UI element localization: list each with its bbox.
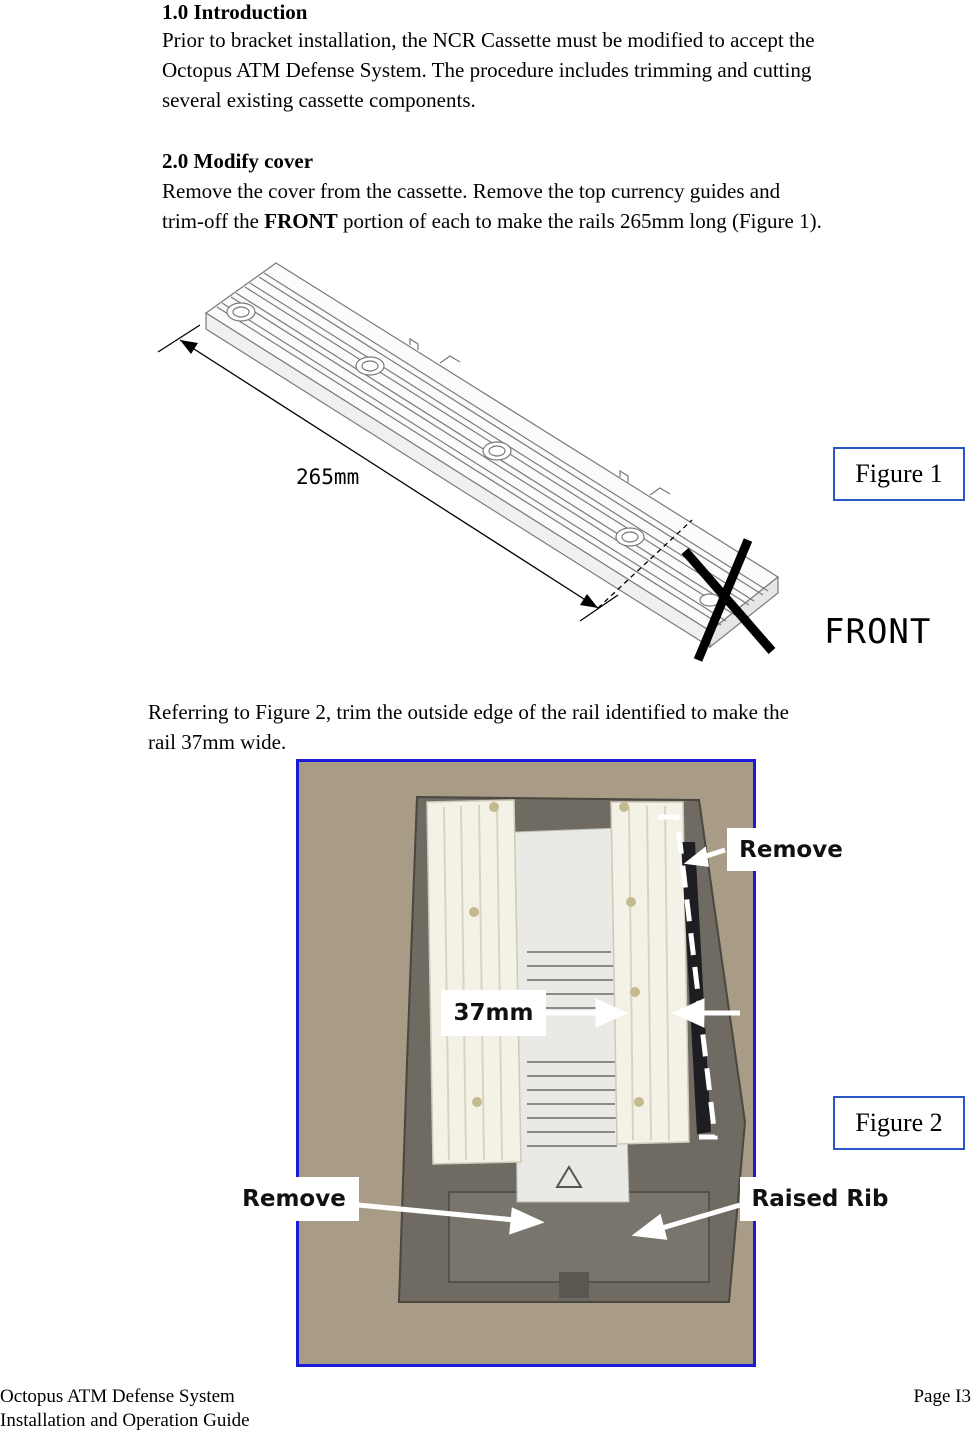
section-2-heading: 2.0 Modify cover: [162, 149, 314, 173]
callout-remove-top: Remove: [727, 828, 855, 871]
text-run: trim-off the: [162, 209, 265, 233]
section-1-line: several existing cassette components.: [162, 88, 476, 112]
figure-2-caption: Figure 2: [833, 1096, 965, 1150]
footer-guide-name: Installation and Operation Guide: [0, 1410, 250, 1431]
footer-product-name: Octopus ATM Defense System: [0, 1386, 235, 1407]
front-label: FRONT: [824, 612, 932, 652]
section-1-line: Prior to bracket installation, the NCR Cassette must be modified to accept the: [162, 28, 815, 52]
section-2-line: Remove the cover from the cassette. Remove the top currency guides and: [162, 179, 781, 203]
section-1-line: Octopus ATM Defense System. The procedure includes trimming and cutting: [162, 58, 812, 82]
referring-line: rail 37mm wide.: [148, 730, 287, 754]
dimension-label-265mm: 265mm: [296, 465, 360, 489]
referring-line: Referring to Figure 2, trim the outside edge of the rail identified to make the: [148, 700, 789, 724]
text-run: portion of each to make the rails 265mm long (Figure 1).: [337, 209, 822, 233]
section-1-heading: 1.0 Introduction: [162, 0, 308, 24]
figure-1-caption: Figure 1: [833, 447, 965, 501]
callout-37mm: 37mm: [441, 990, 546, 1036]
callout-remove-bottom: Remove: [229, 1177, 359, 1221]
page-number: Page I3: [913, 1386, 971, 1407]
front-emphasis: FRONT: [264, 209, 338, 233]
footer-left: [0, 1385, 250, 1433]
callout-raised-rib: Raised Rib: [740, 1177, 900, 1221]
